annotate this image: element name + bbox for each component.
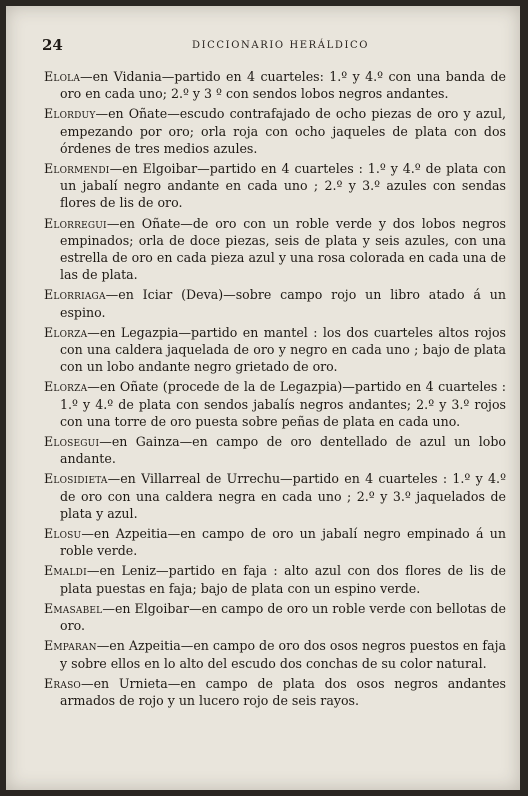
entry [44, 637, 506, 671]
entry-headword: Emaldi [44, 563, 87, 579]
entry-text: —en Oñate (procede de la de Legazpia)—partido en 4 cuarteles : 1.º y 4.º de plata con sendos jabalís negros andantes; 2.º y 3.º rojos con una torre de oro puesta sobre peñas de plata en cada uno. [60, 379, 506, 429]
entry [44, 470, 506, 522]
entry-headword: Emparan [44, 638, 97, 654]
entry-text: —en Azpeitia—en campo de oro un jabalí negro empinado á un roble verde. [60, 526, 506, 559]
entry [44, 160, 506, 212]
entry-text: —en Legazpia—partido en mantel : los dos cuarteles altos rojos con una caldera jaquelada de oro y negro en cada uno ; bajo de plata con un lobo andante negro grietado de oro. [60, 324, 506, 375]
entry [44, 286, 506, 320]
entry-headword: Emasabel [44, 600, 103, 616]
entry-headword: Elosu [44, 526, 82, 542]
entry-text: —en Iciar (Deva)—sobre campo rojo un libro atado á un espino. [60, 287, 506, 320]
entry [44, 562, 506, 596]
entry-headword: Elormendi [44, 161, 110, 177]
entry-headword: Elorza [44, 324, 88, 340]
page-header [42, 36, 502, 56]
entry [44, 378, 506, 430]
entry [44, 105, 506, 157]
entry-headword: Elorriaga [44, 287, 106, 303]
entry-text: —en Gainza—en campo de oro dentellado de azul un lobo andante. [60, 434, 506, 467]
entry-text: —en Villarreal de Urrechu—partido en 4 cuarteles : 1.º y 4.º de oro con una caldera negra en cada uno ; 2.º y 3.º jaquelados de plata y azul. [60, 471, 506, 521]
entry-text: —en Elgoibar—en campo de oro un roble verde con bellotas de oro. [60, 600, 506, 634]
entry-text: —en Oñate—de oro con un roble verde y dos lobos negros empinados; orla de doce piezas, seis de plata y seis azules, con una estrella de oro en cada pieza azul y una rosa colorada en cada una de las de plata. [60, 215, 506, 283]
entry-text: —en Urnieta—en campo de plata dos osos negros andantes armados de rojo y un lucero rojo de seis rayos. [60, 675, 506, 708]
book-page [6, 6, 520, 790]
entry-headword: Elorregui [44, 215, 107, 231]
entry-headword: Elosegui [44, 434, 100, 450]
entry-text: —en Elgoibar—partido en 4 cuarteles : 1.º y 4.º de plata con un jabalí negro andante en cada uno ; 2.º y 3.º azules con sendas flores de lis de oro. [60, 161, 506, 211]
entry-text: —en Leniz—partido en faja : alto azul con dos flores de lis de plata puestas en faja; bajo de plata con un espino verde. [60, 563, 506, 596]
entry [44, 324, 506, 376]
page-number: 24 [42, 36, 63, 54]
entry [44, 433, 506, 467]
entry-headword: Elorduy [44, 106, 96, 122]
entry-headword: Elosidieta [44, 471, 108, 487]
entry-headword: Elola [44, 69, 81, 84]
entry-headword: Elorza [44, 379, 88, 395]
entry-text: —en Azpeitia—en campo de oro dos osos negros puestos en faja y sobre ellos en lo alto del escudo dos conchas de su color natural. [60, 638, 506, 671]
entry-text: —en Vidania—partido en 4 cuarteles: 1.º y 4.º con una banda de oro en cada uno; 2.º y 3 º con sendos lobos negros andantes. [60, 69, 506, 102]
running-title: DICCIONARIO HERÁLDICO [192, 40, 370, 51]
entry [44, 600, 506, 634]
dictionary-entries [44, 68, 506, 712]
entry [44, 68, 506, 102]
entry-headword: Eraso [44, 675, 82, 691]
entry [44, 215, 506, 284]
entry-text: —en Oñate—escudo contrafajado de ocho piezas de oro y azul, empezando por oro; orla roja con ocho jaqueles de plata con dos órdenes de tres medios azules. [60, 106, 506, 156]
entry [44, 675, 506, 709]
entry [44, 525, 506, 559]
